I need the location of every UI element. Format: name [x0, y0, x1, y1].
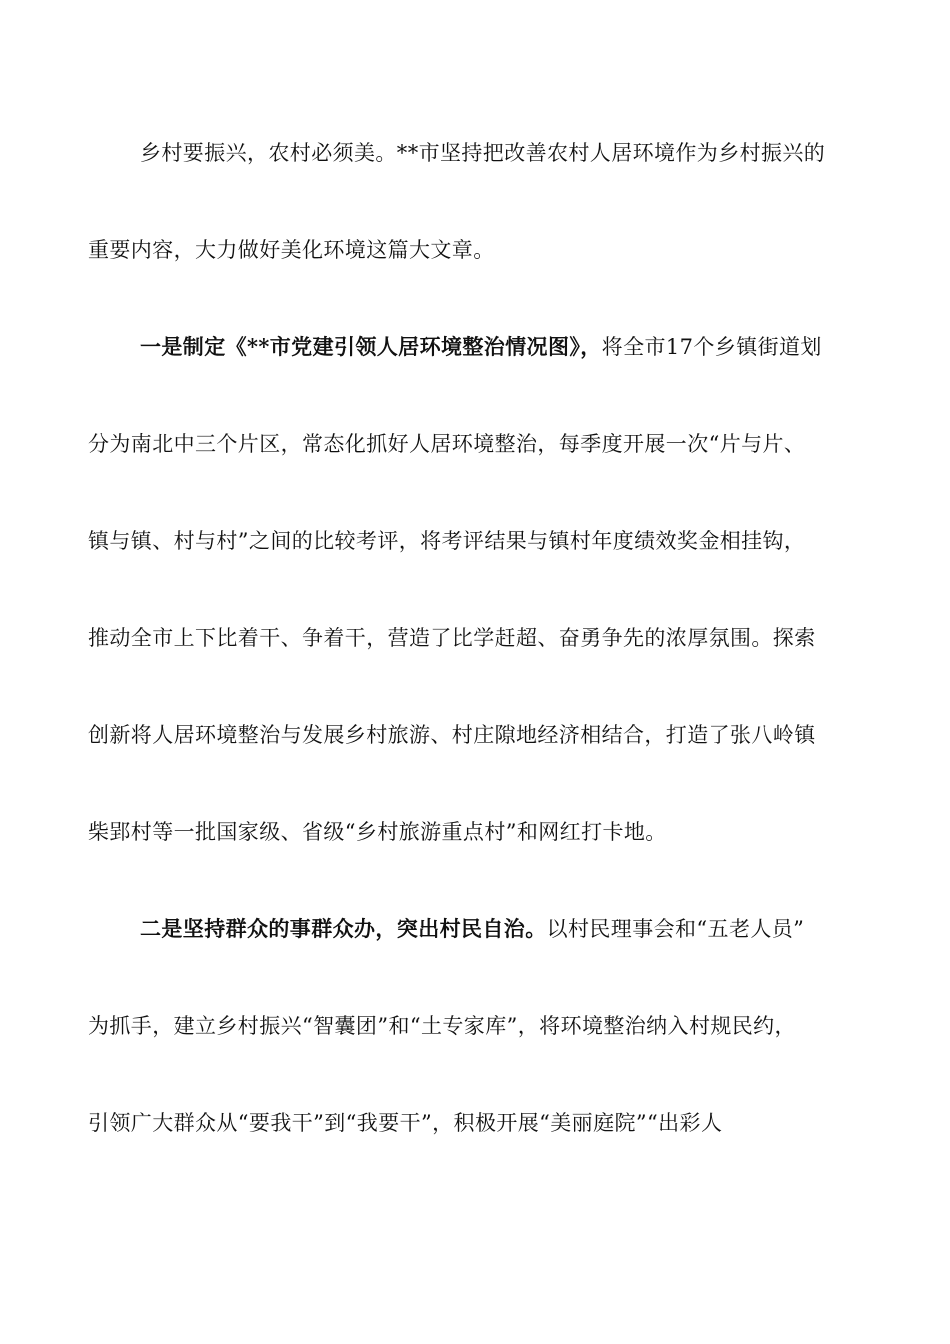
paragraph-3-lead-rest: 以村民理事会和“五老人员”	[546, 917, 805, 941]
paragraph-2-line-4: 推动全市上下比着干、争着干，营造了比学赶超、奋勇争先的浓厚氛围。探索	[88, 626, 816, 650]
paragraph-3-lead-bold: 二是坚持群众的事群众办，突出村民自治。	[140, 916, 547, 941]
paragraph-2-lead-bold: 一是制定《**市党建引领人居环境整治情况图》，	[140, 334, 602, 359]
paragraph-3-line-1	[140, 915, 878, 943]
paragraph-3-line-3: 引领广大群众从“要我干”到“我要干”，积极开展“美丽庭院”“出彩人	[88, 1111, 723, 1135]
paragraph-2-line-1	[140, 333, 878, 361]
paragraph-1-line-1: 乡村要振兴，农村必须美。**市坚持把改善农村人居环境作为乡村振兴的	[140, 141, 826, 165]
paragraph-2-line-3: 镇与镇、村与村”之间的比较考评，将考评结果与镇村年度绩效奖金相挂钩，	[88, 529, 806, 553]
paragraph-3-line-2: 为抓手，建立乡村振兴“智囊团”和“土专家库”，将环境整治纳入村规民约，	[88, 1014, 796, 1038]
paragraph-2-line-5: 创新将人居环境整治与发展乡村旅游、村庄隙地经济相结合，打造了张八岭镇	[88, 723, 816, 747]
paragraph-2-line-6: 柴郢村等一批国家级、省级“乡村旅游重点村”和网红打卡地。	[88, 820, 667, 844]
paragraph-1-line-2: 重要内容，大力做好美化环境这篇大文章。	[88, 238, 495, 262]
paragraph-2-lead-rest: 将全市17个乡镇街道划	[601, 335, 822, 359]
paragraph-2-line-2: 分为南北中三个片区，常态化抓好人居环境整治，每季度开展一次“片与片、	[88, 432, 806, 456]
